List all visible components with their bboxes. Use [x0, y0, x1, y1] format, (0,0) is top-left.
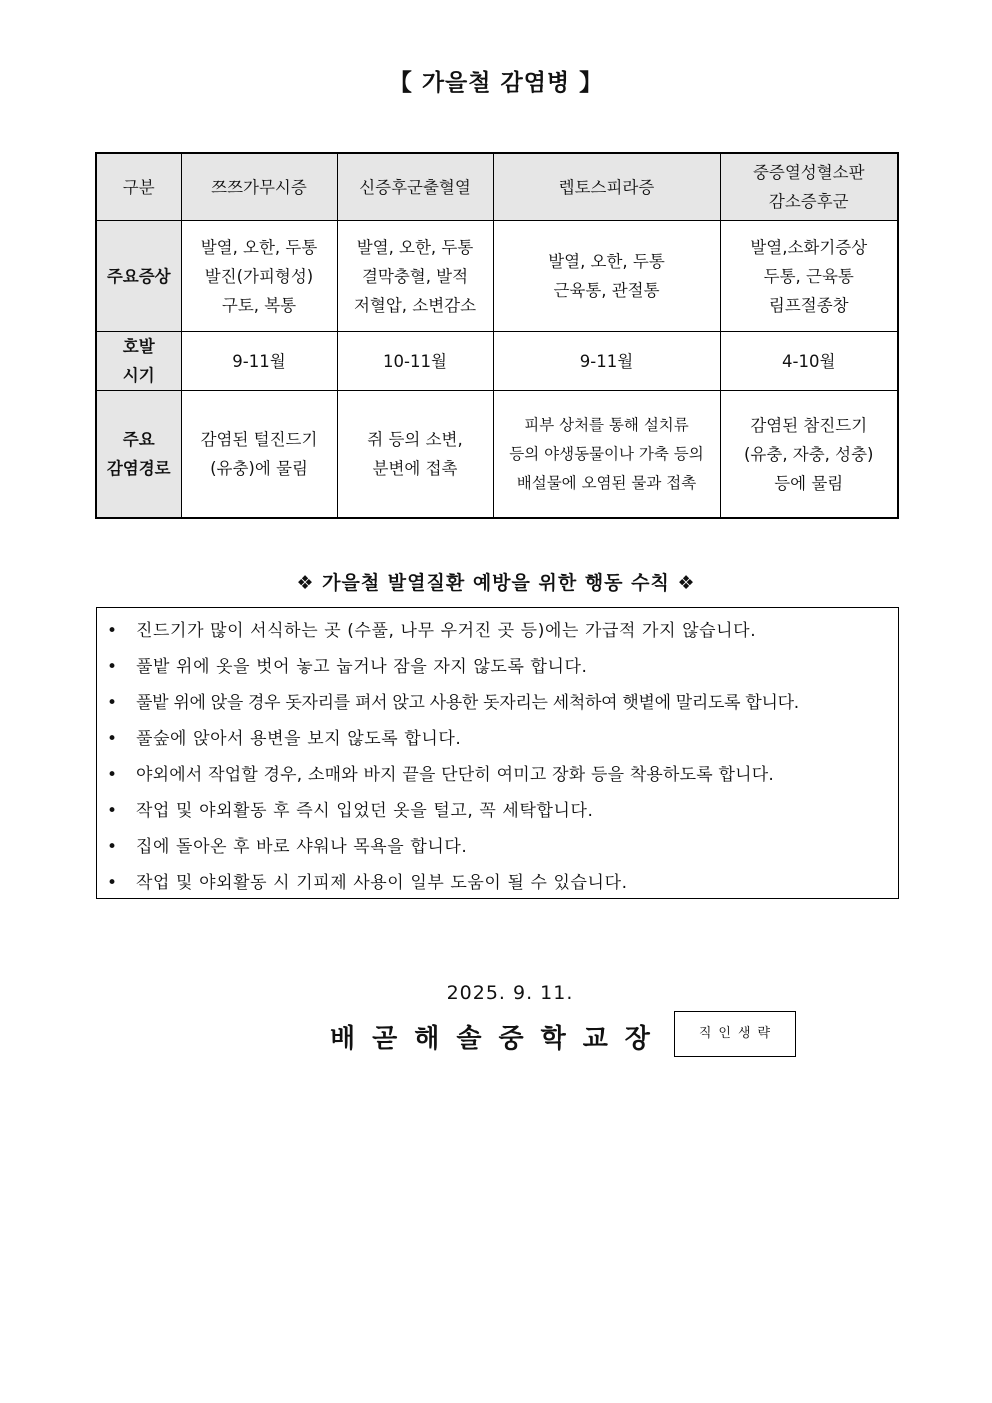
bullet-icon: • [107, 729, 118, 749]
rule-text: 집에 돌아온 후 바로 샤워나 목욕을 합니다. [136, 837, 468, 857]
cell-line: 배설물에 오염된 물과 접촉 [516, 473, 697, 492]
rules-box [96, 607, 899, 899]
header-sfts [720, 153, 898, 221]
table-cell [493, 391, 720, 519]
cell-line: (유충, 자충, 성충) [744, 444, 874, 464]
rule-text: 풀밭 위에 옷을 벗어 놓고 눕거나 잠을 자지 않도록 합니다. [136, 657, 588, 677]
row-label-route [96, 391, 181, 519]
cell-line: 근육통, 관절통 [553, 281, 660, 300]
cell-line: 두통, 근육통 [763, 266, 854, 286]
table-cell [493, 221, 720, 332]
table-cell [337, 391, 493, 519]
cell-line: 발열, 오한, 두통 [356, 237, 474, 257]
table-row-symptoms [96, 221, 898, 332]
rule-text: 풀밭 위에 앉을 경우 돗자리를 펴서 앉고 사용한 돗자리는 세척하여 햇볕에 말리도록 합니다. [136, 693, 799, 713]
header-category: 구분 [96, 153, 181, 221]
cell-line: 발진(가피형성) [204, 266, 314, 286]
rules-title: ❖ 가을철 발열질환 예방을 위한 행동 수칙 ❖ [296, 572, 696, 594]
rule-text: 풀숲에 앉아서 용변을 보지 않도록 합니다. [136, 729, 462, 749]
table-cell [720, 391, 898, 519]
rule-text: 야외에서 작업할 경우, 소매와 바지 끝을 단단히 여미고 장화 등을 착용하도록 합니다. [136, 765, 774, 785]
cell-line: 피부 상처를 통해 설치류 [524, 415, 689, 434]
row-label-line: 주요 [122, 430, 155, 449]
rule-text: 작업 및 야외활동 후 즉시 입었던 옷을 털고, 꼭 세탁합니다. [136, 801, 594, 821]
disease-table [95, 152, 899, 519]
document-date: 2025. 9. 11. [446, 982, 574, 1004]
bullet-icon: • [107, 801, 118, 821]
table-cell [720, 221, 898, 332]
rule-text: 진드기가 많이 서식하는 곳 (수풀, 나무 우거진 곳 등)에는 가급적 가지 않습니다. [136, 621, 757, 641]
table-cell: 9-11월 [181, 332, 337, 391]
table-cell [181, 391, 337, 519]
row-label-line: 감염경로 [106, 459, 171, 478]
cell-line: 결막충혈, 발적 [361, 266, 469, 286]
table-cell [337, 221, 493, 332]
cell-line: 발열, 오한, 두통 [548, 252, 665, 271]
cell-line: 등의 야생동물이나 가축 등의 [509, 444, 704, 463]
table-cell: 9-11월 [493, 332, 720, 391]
row-label-line: 호발 [122, 337, 155, 356]
bullet-icon: • [107, 765, 118, 785]
list-item [97, 829, 898, 865]
list-item [97, 649, 898, 685]
cell-line: 림프절종창 [768, 295, 849, 315]
header-leptospirosis: 렙토스피라증 [493, 153, 720, 221]
rule-text: 작업 및 야외활동 시 기피제 사용이 일부 도움이 될 수 있습니다. [136, 873, 628, 893]
list-item [97, 793, 898, 829]
header-sfts-line-2: 감소증후군 [768, 192, 849, 211]
bullet-icon: • [107, 621, 118, 641]
list-item [97, 721, 898, 757]
page-title: 【 가을철 감염병 】 [388, 70, 604, 96]
list-item [97, 613, 898, 649]
cell-line: 쥐 등의 소변, [367, 430, 463, 449]
seal-omitted-box: 직인생략 [674, 1011, 796, 1057]
header-sfts-line-1: 중증열성혈소판 [752, 163, 865, 182]
cell-line: 구토, 복통 [221, 295, 297, 315]
signer-name: 배곧해솔중학교장 [330, 1024, 667, 1054]
row-label-symptoms: 주요증상 [96, 221, 181, 332]
bullet-icon: • [107, 837, 118, 857]
header-scrub-typhus: 쯔쯔가무시증 [181, 153, 337, 221]
table-cell: 4-10월 [720, 332, 898, 391]
list-item [97, 865, 898, 901]
header-hfrs: 신증후군출혈열 [337, 153, 493, 221]
list-item [97, 757, 898, 793]
cell-line: (유충)에 물림 [210, 459, 308, 478]
cell-line: 분변에 접촉 [372, 459, 458, 478]
row-label-season [96, 332, 181, 391]
bullet-icon: • [107, 657, 118, 677]
cell-line: 감염된 털진드기 [200, 430, 318, 449]
cell-line: 저혈압, 소변감소 [353, 295, 477, 315]
table-row-season [96, 332, 898, 391]
table-row-route [96, 391, 898, 519]
row-label-line: 시기 [122, 366, 155, 385]
cell-line: 감염된 참진드기 [750, 415, 868, 435]
bullet-icon: • [107, 873, 118, 893]
cell-line: 발열, 오한, 두통 [200, 237, 318, 257]
table-header-row [96, 153, 898, 221]
list-item [97, 685, 898, 721]
rules-list [97, 613, 898, 901]
bullet-icon: • [107, 693, 117, 713]
table-cell [181, 221, 337, 332]
table-cell: 10-11월 [337, 332, 493, 391]
cell-line: 발열,소화기증상 [750, 237, 868, 257]
cell-line: 등에 물림 [774, 473, 844, 493]
